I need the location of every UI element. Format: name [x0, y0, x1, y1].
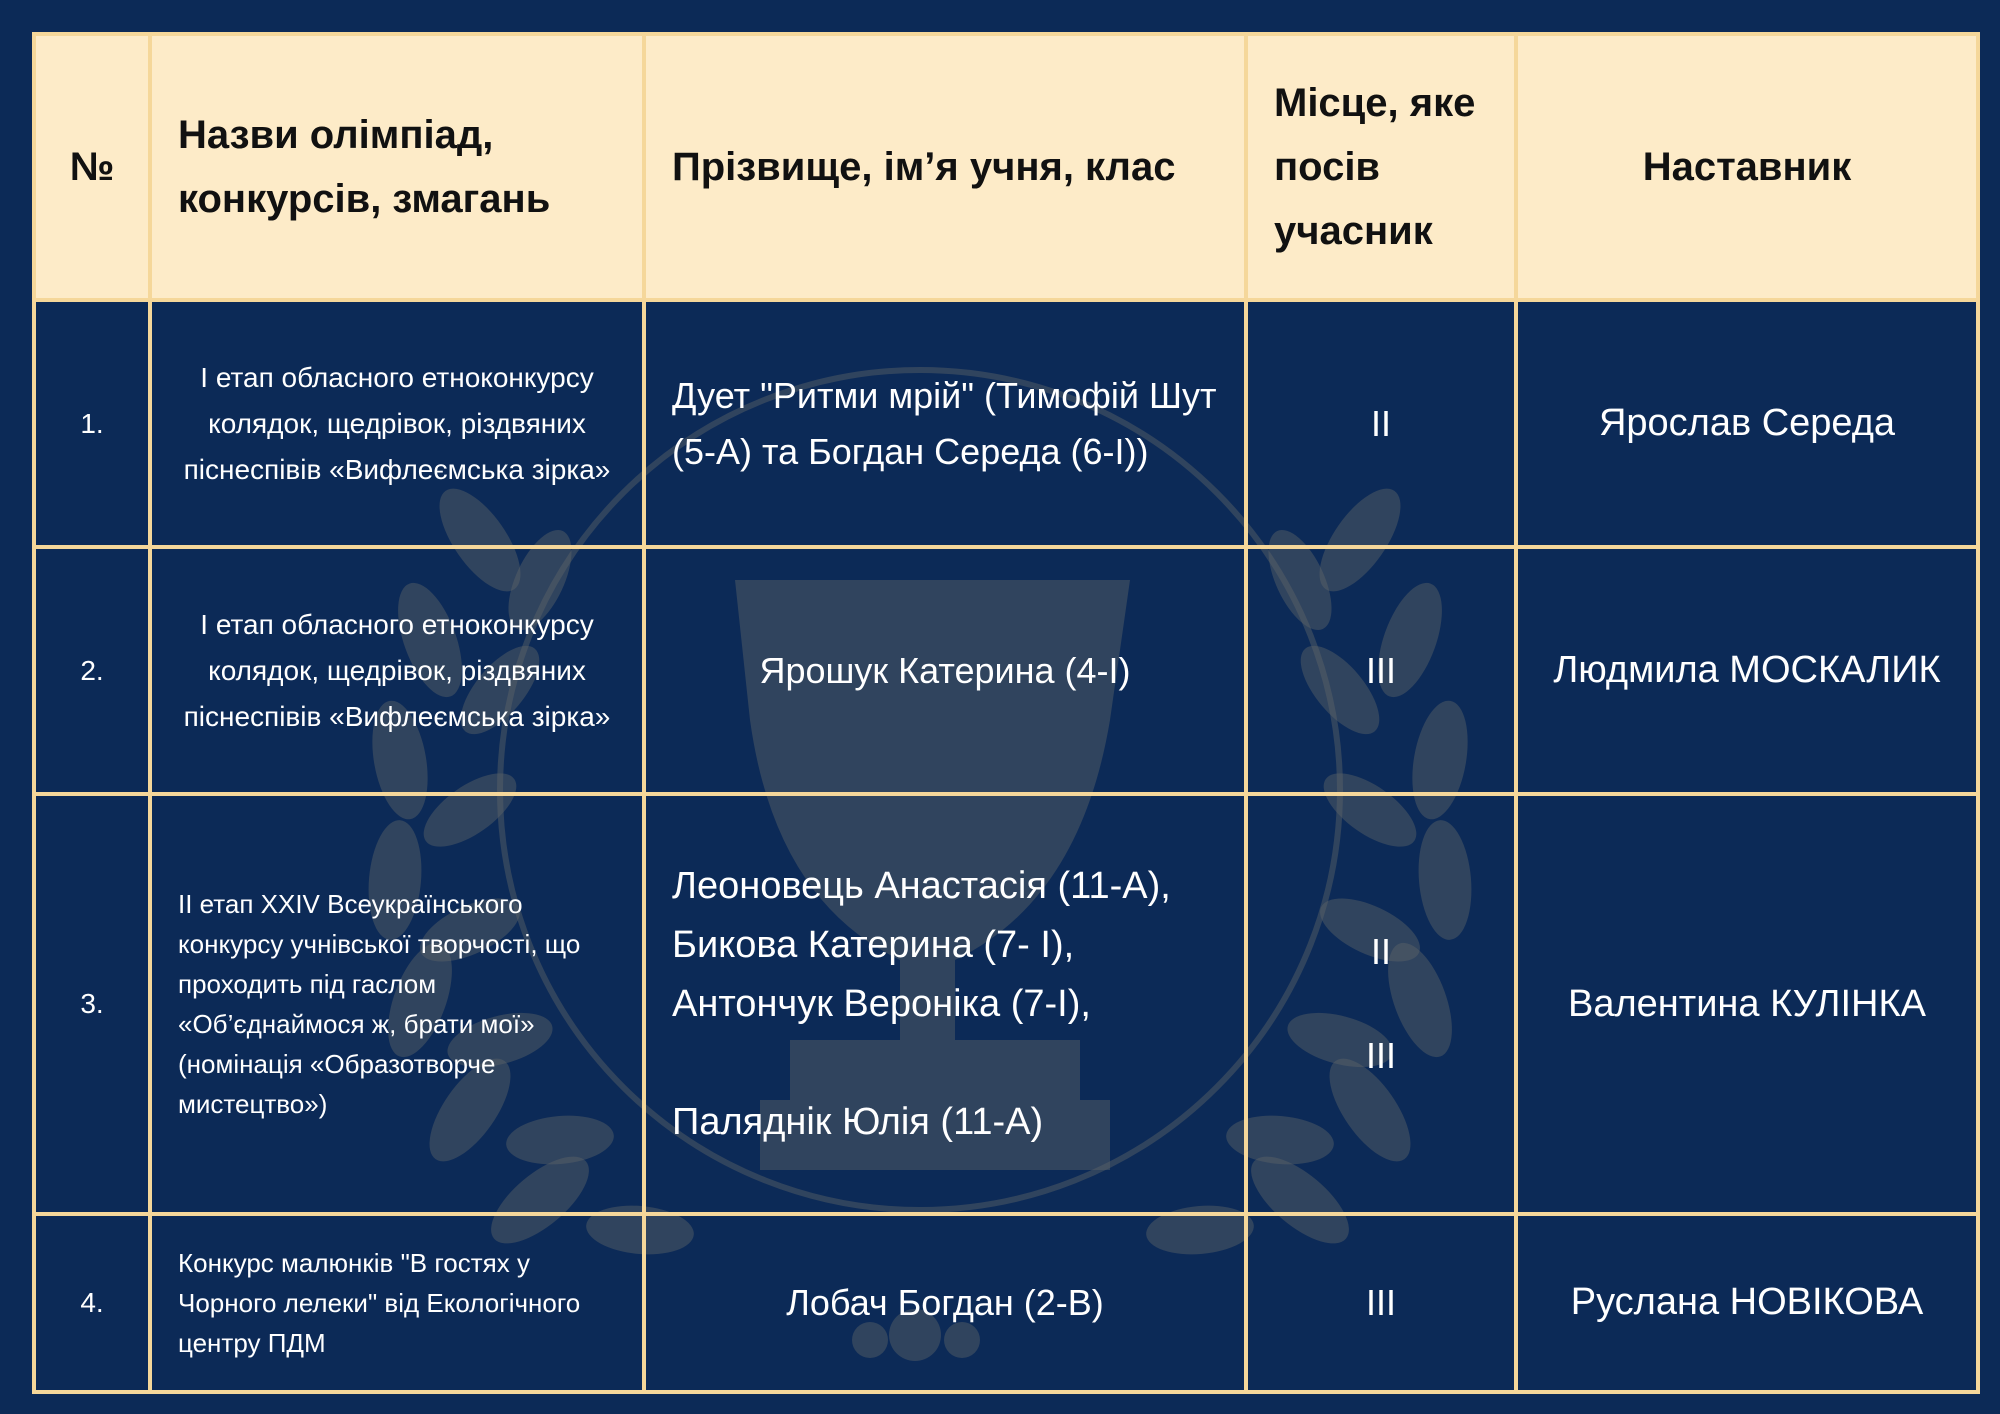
place-value: ІІІ	[1246, 547, 1516, 794]
student-group-2: Паляднік Юлія (11-А)	[672, 1100, 1044, 1143]
header-place: Місце, яке посів учасник	[1246, 34, 1516, 300]
place-values	[1246, 794, 1516, 1213]
student-name: Дует "Ритми мрій" (Тимофій Шут (5-А) та Богдан Середа (6-І))	[644, 300, 1246, 547]
table-row	[34, 794, 1978, 1213]
row-number: 2.	[34, 547, 150, 794]
row-number: 4.	[34, 1214, 150, 1392]
header-contest: Назви олімпіад, конкурсів, змагань	[150, 34, 644, 300]
mentor-name: Валентина КУЛІНКА	[1516, 794, 1978, 1213]
awards-table	[32, 32, 1980, 1394]
place-value: ІІІ	[1246, 1214, 1516, 1392]
mentor-name: Руслана НОВІКОВА	[1516, 1214, 1978, 1392]
student-names	[644, 794, 1246, 1213]
place-value: ІІ	[1246, 300, 1516, 547]
contest-name: ІІ етап XXIV Всеукраїнського конкурсу учнівської творчості, що проходить під гаслом «Об’єднаймося ж, брати мої» (номінація «Образотворче мистецтво»)	[150, 794, 644, 1213]
student-name: Ярошук Катерина (4-І)	[644, 547, 1246, 794]
contest-name: Конкурс малюнків "В гостях у Чорного лелеки" від Екологічного центру ПДМ	[150, 1214, 644, 1392]
student-name: Лобач Богдан (2-В)	[644, 1214, 1246, 1392]
row-number: 1.	[34, 300, 150, 547]
spacer	[1274, 976, 1488, 1032]
table-row	[34, 1214, 1978, 1392]
header-student: Прізвище, ім’я учня, клас	[644, 34, 1246, 300]
row-number: 3.	[34, 794, 150, 1213]
spacer	[672, 1034, 1218, 1093]
table-row	[34, 547, 1978, 794]
contest-name: І етап обласного етноконкурсу колядок, щедрівок, різдвяних піснеспівів «Вифлеємська зірка»	[150, 300, 644, 547]
place-value-1: ІІ	[1370, 931, 1391, 972]
header-number: №	[34, 34, 150, 300]
contest-name: І етап обласного етноконкурсу колядок, щедрівок, різдвяних піснеспівів «Вифлеємська зірка»	[150, 547, 644, 794]
header-row	[34, 34, 1978, 300]
mentor-name: Ярослав Середа	[1516, 300, 1978, 547]
table-row	[34, 300, 1978, 547]
place-value-2: ІІІ	[1365, 1035, 1396, 1076]
student-group-1: Леоновець Анастасія (11-А), Бикова Катерина (7- І), Антончук Вероніка (7-І),	[672, 864, 1171, 1025]
mentor-name: Людмила МОСКАЛИК	[1516, 547, 1978, 794]
header-mentor: Наставник	[1516, 34, 1978, 300]
